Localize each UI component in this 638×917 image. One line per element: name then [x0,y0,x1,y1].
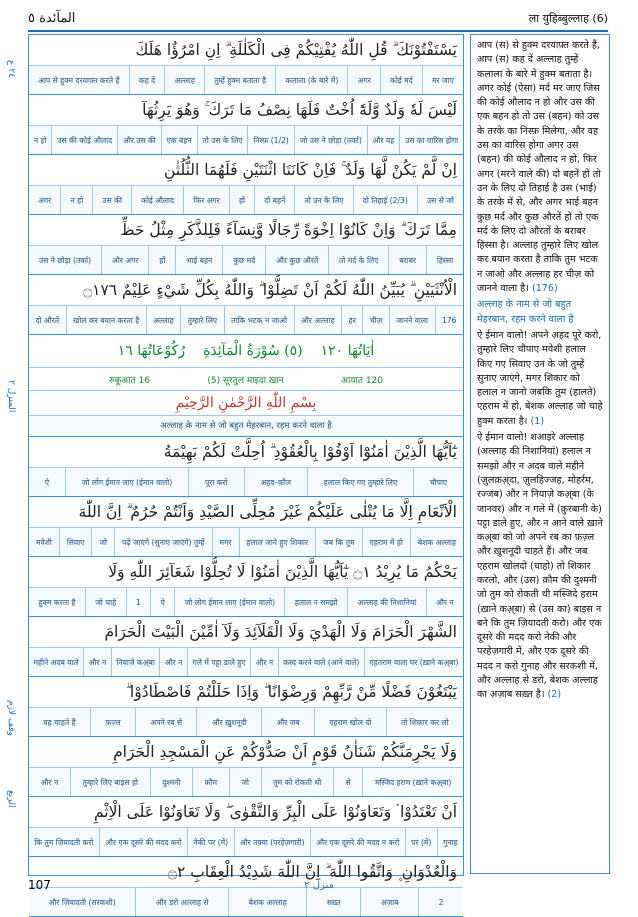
word-meaning-cell: कि तुम ज़ियादती करो [34,837,94,847]
verse-number: (176) [531,283,558,295]
word-meaning-cell: और उस की [117,126,161,154]
arabic-verse-line: اَنْ تَعْتَدُوْا ۘ وَتَعَاوَنُوْا عَلَى الْبِرِّ وَالتَّقْوٰى ۖ وَلَا تَعَاوَنُوْا عَلَى الْاِثْمِ [29,797,463,828]
word-translation-row [29,528,463,557]
surah-name-text: (5) सूरतुल माइदा [207,375,267,386]
arabic-verse-line: وَالْعُدْوَانِ ۪ وَاتَّقُوا اللّٰهَ ۗ اِنَّ اللّٰهَ شَدِيْدُ الْعِقَابِ ۝٢ [29,857,463,888]
word-meaning-cell: से [333,768,362,796]
ruku-count: रुकूआत 16 [109,375,150,386]
arabic-verse-line: الْاَنْعَامِ اِلَّا مَا يُتْلٰى عَلَيْكُمْ غَيْرَ مُحِلِّى الصَّيْدِ وَاَنْتُمْ حُرُمٌ ۗ اِنَّ اللّٰهَ [29,497,463,528]
word-meaning-cell: मगर [212,528,239,556]
word-meaning-cell: और न [40,777,59,787]
word-meaning-cell: जो लोग ईमान लाए (ईमान वालो) [174,588,284,616]
word-meaning-cell: और ख़ुशनूदी [196,708,261,736]
word-meaning-cell: और ज़ियादती (सरकशी) [48,897,116,907]
side-para-3 [477,431,603,703]
word-meaning-cell: गले में पट्टा डाले हुए [187,648,250,676]
word-meaning-cell: जो [91,528,114,556]
word-meaning-cell: दो औरतें [35,315,60,325]
word-meaning-cell: और वह [367,126,399,154]
word-meaning-cell: अपने रब से [135,708,196,736]
surah-name-arabic: (٥) سُوْرَةُ الْمَآئِدَةِ [203,343,303,359]
word-meaning-cell: 176 [435,306,464,334]
word-meaning-cell: और एक दूसरे की मदद करो [99,828,187,856]
word-meaning-cell: तो उस के लिए [197,126,248,154]
verses-block-1 [29,35,463,335]
word-meaning-cell: कुछ मर्द [222,246,265,274]
word-meaning-cell: तुम्हारे लिए बाइस हो [70,768,150,796]
word-meaning-cell: क़ौम [192,768,229,796]
word-meaning-cell: और तक़्वा (परहेज़गारी) [234,828,310,856]
word-translation-row [29,828,463,857]
word-meaning-cell: और न [250,648,278,676]
side-text: ऐ ईमान वालो! शआइरे अल्लाह (अल्लाह की निशानियां) हलाल न समझो और न अदब वाले महीने (ज़ुलक़अ़्दा, ज़ुलहिज्जह, मोहर्रम, रज्जब) और न नियाज़े कअ़्बा (के जानवर) और न गले में (क़ुरबानी के) पट्टा डाले हुए, और न आने वाले ख़ाने कअ़्बा को जो अपने रब का फ़ज़्ल और ख़ुशनूदी चाहते हैं। और जब एहराम खोलदो (चाहो) तो शिकार करलो, और (उस) क़ौम की दुश्मनी जो तुम को रोकती थी मस्जिदे हराम (ख़ाने कअ़्बा) से (उस का) बाइस न बने कि तुम ज़ियादती करो। और एक दूसरे की मदद करो नेकी और परहेज़गारी में, और एक दूसरे की मदद न करो गुनाह और सरकशी में, और अल्लाह से डरो, बेशक अल्लाह का अ़ज़ाब सख़्त है। [477,432,603,701]
word-meaning-cell: महीने अदब वाले [33,657,79,667]
word-meaning-cell: सिवाए [59,528,92,556]
word-translation-row [29,186,463,215]
verse-number: (1) [530,415,545,427]
rub-marker: الربع [6,790,16,808]
word-meaning-cell: फिर अगर [183,186,229,214]
waqf-marker: وقف لازم [6,700,16,736]
word-meaning-cell: बराबर [388,246,426,274]
side-translation [470,34,610,874]
word-meaning-cell: दुश्मनी [150,768,192,796]
word-meaning-cell: बेशक अल्लाह [228,888,306,916]
word-meaning-cell: हलाल किए गए तुम्हारे लिए [307,468,413,496]
word-meaning-cell: ऐ [44,477,50,487]
word-meaning-cell: पर (में) [405,828,437,856]
arabic-verse-line: الشَّهْرَ الْحَرَامَ وَلَا الْهَدْيَ وَلَا الْقَلَآئِدَ وَلَآ اٰمِّيْنَ الْبَيْتَ الْحَرَامَ [29,617,463,648]
word-meaning-cell: चीज़ [362,306,388,334]
word-meaning-cell: ऐ [150,588,174,616]
word-meaning-cell: अहद–क़ौल [244,468,307,496]
word-meaning-cell: दो बहनें [254,186,294,214]
word-translation-row [29,648,463,677]
word-translation-row [29,588,463,617]
word-meaning-cell: जानने वाला [389,306,435,334]
word-translation-row [29,66,463,95]
ruku-marker: ٢٤ ع [6,60,16,78]
word-meaning-cell: हिस्सा [426,246,463,274]
word-meaning-cell: और अगर [101,246,148,274]
word-meaning-cell: उस की [92,186,131,214]
word-meaning-cell: अल्लाह की निशानियां [347,588,426,616]
word-meaning-cell: उस का वारिस होगा [399,126,463,154]
word-meaning-cell: अ़ज़ाब [360,888,418,916]
word-meaning-cell: फ़ज़्ल [90,708,135,736]
side-text: आप (स) से हुक्म दरयाफ़्त करते हैं, आप (स) कह दें अल्लाह तुम्हें कलाला के बारे में हुक्म बताता है। अगर कोई (ऐसा) मर्द मर जाए जिस की कोई औलाद न हो और उस की एक बहन हो तो उस (बहन) को उस के तरके का निस्फ़ मिलेगा, और वह उस का वारिस होगा अगर उस (बहन) की कोई औलाद न हो, फिर अगर (मरने वाले की) दो बहनें हों तो उन के लिए दो तिहाई है उस (भाई) के तरके में से, और अगर भाई बहन कुछ मर्द और कुछ औरतें हों तो एक मर्द के लिए दो औरतों के बराबर हिस्सा है। अल्लाह तुम्हारे लिए खोल कर बयान करता है ताकि तुम भटक न जाओ और अल्लाह हर चीज़ को जानने वाला है। [477,40,601,295]
word-translation-row [29,306,463,335]
word-meaning-cell: और न [159,648,187,676]
word-meaning-cell: क़स्द करने वाले (आने वाले) [278,648,364,676]
word-meaning-cell: तुम्हें हुक्म बताता है [204,66,275,94]
arabic-verse-line: لَيْسَ لَهٗ وَلَدٌ وَّلَهٗٓ اُخْتٌ فَلَهَا نِصْفُ مَا تَرَكَ ۚ وَهُوَ يَرِثُهَآ [29,95,463,126]
ayat-count-arabic: اٰيَاتُهَا ١٢٠ [320,343,375,359]
word-meaning-cell: तुम्हारे लिए [180,306,223,334]
word-meaning-cell: 2 [418,888,463,916]
side-para-2 [477,329,603,429]
arabic-verse-line: يٰٓاَيُّهَا الَّذِيْنَ اٰمَنُوْٓا اَوْفُوْا بِالْعُقُوْدِ ۗ اُحِلَّتْ لَكُمْ بَهِيْمَةُ [29,437,463,468]
word-meaning-cell: दो तिहाई (2/3) [353,186,417,214]
word-translation-row [29,246,463,275]
word-meaning-cell: हों [148,246,175,274]
word-meaning-cell: और कुछ औरतें [265,246,328,274]
word-meaning-cell: और एक दूसरे की मदद न करो [310,828,405,856]
word-meaning-cell: और डरो अल्लाह से [135,888,228,916]
arabic-verse-line: يَحْكُمُ مَا يُرِيْدُ ۝١ يٰٓاَيُّهَا الَّذِيْنَ اٰمَنُوْا لَا تُحِلُّوْا شَعَآئِرَ اللّٰهِ وَلَا [29,557,463,588]
word-meaning-cell: पूरा करो [188,468,243,496]
word-meaning-cell: वह चाहते हैं [43,717,76,727]
page-number: 107 [28,878,51,892]
juz-header-hindi: ला युहिब्बुल्लाह (6) [528,11,608,25]
bismillah-arabic: بِسْمِ اللّٰهِ الرَّحْمٰنِ الرَّحِيْمِ [29,391,463,416]
ayat-count: आयात 120 [341,375,383,386]
verses-block-2 [29,437,463,917]
word-translation-row [29,768,463,797]
word-meaning-cell: 1 [126,588,151,616]
word-meaning-cell: कह दें [129,66,165,94]
word-meaning-cell: नियाज़े कअ़्बा [111,648,160,676]
word-meaning-cell: उस की कोई औलाद [51,126,117,154]
word-meaning-cell: जो [229,768,261,796]
word-meaning-cell: अगर [347,66,380,94]
word-meaning-cell: एहराम में हो [362,528,410,556]
word-meaning-cell: गुनाह [437,828,463,856]
word-meaning-cell: कोई औलाद [131,186,183,214]
side-para-1 [477,39,603,296]
surah-subtitle-row [29,368,463,391]
word-meaning-cell: हुक्म करता है [38,597,76,607]
word-meaning-cell: हलाल न समझो [284,588,347,616]
side-bismillah: अल्लाह के नाम से जो बहुत मेहरबान, रहम करने वाला है [477,299,574,325]
arabic-verse-line: الْاُنْثَيَيْنِ ۗ يُبَيِّنُ اللّٰهُ لَكُمْ اَنْ تَضِلُّوْا ۗ وَاللّٰهُ بِكُلِّ شَيْءٍ عَلِيْمٌ ۝١٧٦ [29,275,463,306]
word-translation-row [29,468,463,497]
word-meaning-cell: हों [229,186,254,214]
word-meaning-cell: एहराम खोल दो [314,708,386,736]
word-meaning-cell: कोई मर्द [380,66,422,94]
surah-name [207,373,283,386]
surah-name-text-2: ख़ान [268,375,284,386]
word-meaning-cell: जब कि तुम [315,528,361,556]
word-meaning-cell: निस्फ़ (1/2) [247,126,293,154]
word-meaning-cell: आप से हुक्म दरयाफ़्त करते हैं [38,75,120,85]
word-meaning-cell: जो लोग ईमान लाए (ईमान वालो) [65,468,188,496]
word-meaning-cell: उस से जो [417,186,463,214]
word-meaning-cell: खोल कर बयान करता है [66,306,146,334]
word-meaning-cell: पढ़े जाएंगे (सुनाए जाएंगे) तुम्हें [114,528,212,556]
arabic-verse-line: مِمَّا تَرَكَ ۗ وَاِنْ كَانُوْٓا اِخْوَةً رِّجَالًا وَّنِسَآءً فَلِلذَّكَرِ مِثْلُ حَظِّ [29,215,463,246]
verse-number: (2) [547,689,562,701]
word-meaning-cell: अल्लाह [146,306,180,334]
ruku-count-arabic: رُكُوْعَاتُهَا ١٦ [117,343,186,359]
arabic-verse-line: يَبْتَغُوْنَ فَضْلًا مِّنْ رَّبِّهِمْ وَرِضْوَانًا ۗ وَاِذَا حَلَلْتُمْ فَاصْطَادُوْا ۗ [29,677,463,708]
word-meaning-cell: और जब [261,708,314,736]
word-meaning-cell: एक बहन [161,126,197,154]
word-meaning-cell: मस्जिद हराम (ख़ाने कअ़्बा) [362,768,463,796]
word-meaning-cell: सख़्त [306,888,360,916]
word-meaning-cell: हर [341,306,362,334]
word-meaning-cell: तुम को रोकती थी [261,768,333,796]
word-translation-row [29,708,463,737]
word-meaning-cell: जो उस ने छोड़ा (तर्का) [294,126,367,154]
arabic-verse-line: يَسْتَفْتُوْنَكَ ۗ قُلِ اللّٰهُ يُفْتِيْكُمْ فِى الْكَلٰلَةِ ۗ اِنِ امْرُؤٌا هَلَكَ [29,35,463,66]
word-meaning-cell: और अल्लाह [294,306,342,334]
word-meaning-cell: तो उन के लिए [294,186,352,214]
word-meaning-cell: और न [83,648,111,676]
word-meaning-cell: एहतराम वाला घर (ख़ाने कअ़्बा) [364,648,463,676]
page-header [28,6,608,32]
word-meaning-cell: तो मर्द के लिए [328,246,388,274]
word-translation-row [29,126,463,155]
surah-header-arabic: المآئدة ٥ [28,10,76,26]
word-meaning-cell: और न [426,588,463,616]
word-meaning-cell: बेशक अल्लाह [410,528,463,556]
word-meaning-cell: उस ने छोड़ा (तर्का) [38,255,92,265]
word-meaning-cell: भाई बहन [175,246,222,274]
side-text: ऐ ईमान वालो! अपने अ़हद पूरे करो, तुम्हारे लिए चौपाए मवेशी हलाल किए गए सिवाए उन के जो तुम्हें सुनाए जाएंगे, मगर शिकार को हलाल न जानो जबकि तुम (हालते) एहराम में हो, बेशक अल्लाह जो चाहे हुक्म करता है। [477,329,603,427]
word-meaning-cell: मर जाए [422,66,463,94]
word-meaning-cell: ताकि भटक न जाओ [224,306,294,334]
manzil-side-marker: المنزل ٢ [6,380,16,413]
word-meaning-cell: न हो [60,186,92,214]
word-meaning-cell: अल्लाह [164,66,204,94]
word-meaning-cell: जो चाहे [85,588,126,616]
word-meaning-cell: तो शिकार कर लो [386,708,463,736]
word-meaning-cell: न हो [33,135,47,145]
manzil-footer: منزل ٢ [304,880,334,891]
word-meaning-cell: मवेशी [35,537,52,547]
word-meaning-cell: चौपाए [413,468,463,496]
surah-title-row [29,335,463,368]
word-meaning-cell: नेकी पर (में) [187,828,233,856]
bismillah-hindi: अल्लाह के नाम से जो बहुत मेहरबान, रहम करने वाला है [29,416,463,437]
word-meaning-cell: अगर [38,195,52,205]
word-meaning-cell: हलाल जाने हुए शिकार [239,528,316,556]
word-meaning-cell: कलाला (के बारे में) [275,66,347,94]
arabic-verse-line: وَلَا يَجْرِمَنَّكُمْ شَنَاٰنُ قَوْمٍ اَنْ صَدُّوْكُمْ عَنِ الْمَسْجِدِ الْحَرَامِ [29,737,463,768]
arabic-verse-line: اِنْ لَّمْ يَكُنْ لَّهَا وَلَدٌ ۚ فَاِنْ كَانَتَا اثْنَتَيْنِ فَلَهُمَا الثُّلُثٰنِ [29,155,463,186]
